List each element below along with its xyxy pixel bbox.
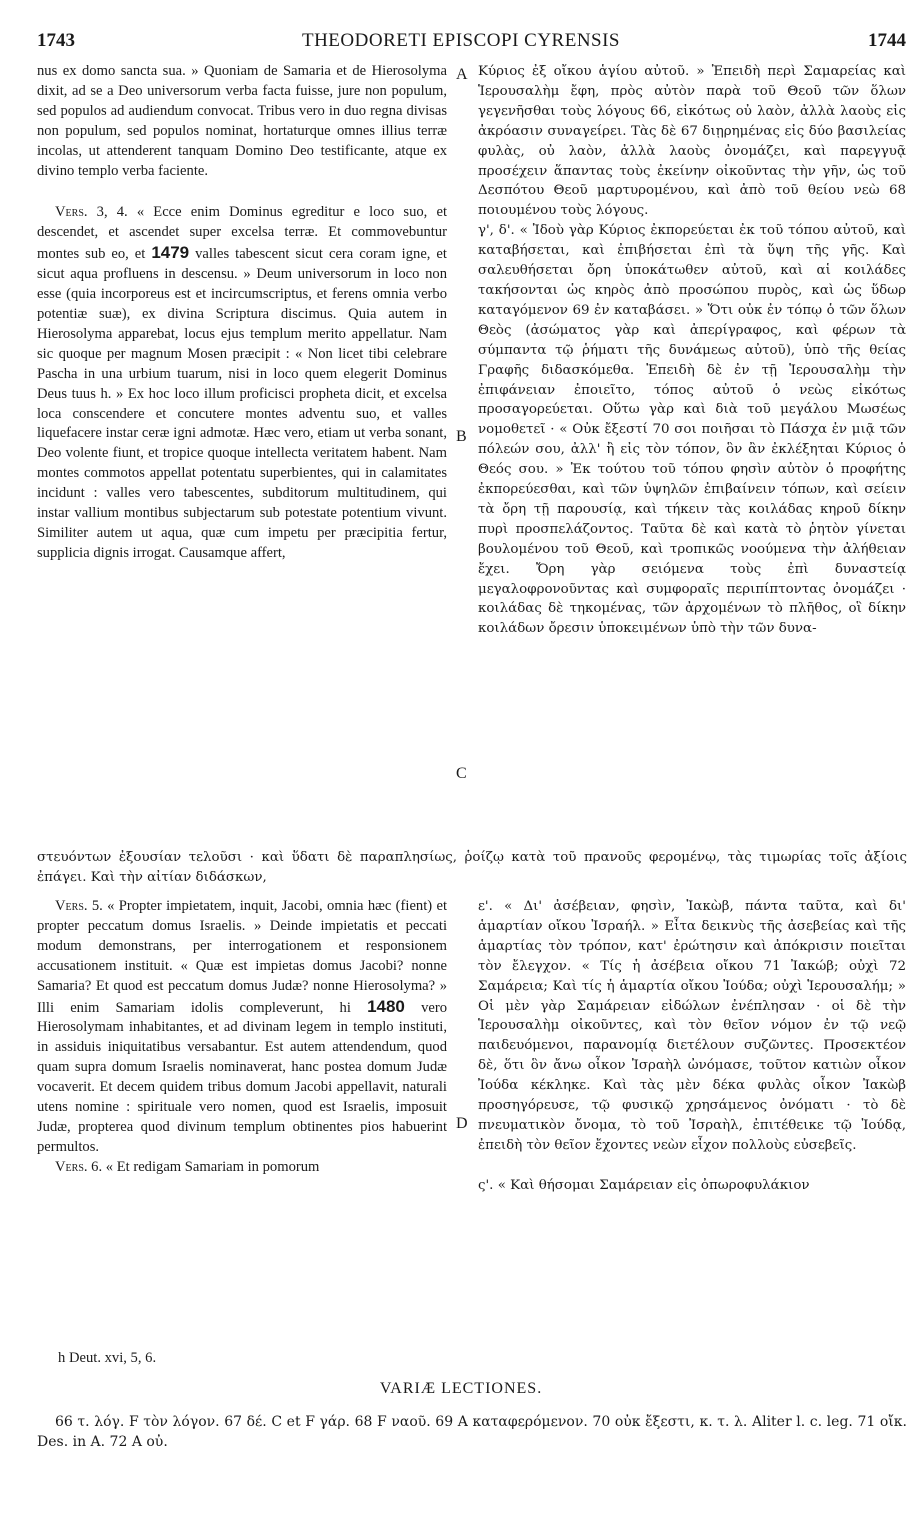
margin-mark-b: B (456, 428, 467, 445)
greek-paragraph-4: ς'. « Καὶ θήσομαι Σαμάρειαν εἰς ὀπωροφυλάκιον (478, 1177, 810, 1193)
latin-text: vero Hierosolymam inhabitantes, et ad divinam legem in templo instituti, in assiduis iniquitatibus versabantur. Est autem attendendum, quod quam supra domum Israelis nominaverat, hanc postea domum Judæ vocaverit. Et decem quidem tribus domum Jacobi appellavit, naturali utens nomine : spirituale vero nomen, quod est Israelis, imposuit Judæ, propterea quod divinum templum obtinentes pios habuerint permultos. (37, 999, 447, 1155)
greek-column-top (478, 62, 906, 639)
page-number-right: 1744 (868, 30, 906, 51)
latin-text: « Ecce enim Dominus egreditur e loco suo, et descendet, et ascendet super excelsa terræ. Et commovebuntur montes sub eo, et (37, 204, 447, 263)
greek-paragraph-3: ε'. « Δι' ἀσέβειαν, φησὶν, Ἰακὼβ, πάντα ταῦτα, καὶ δι' ἁμαρτίαν οἴκου Ἰσραήλ. » Εἶτα δεικνὺς τῆς ἀσεβείας καὶ τῆς ἁμαρτίας τὸν τρόπον, κατ' ἐρώτησιν καὶ ἀπόκρισιν ποιεῖται τὸν ἔλεγχον. « Τίς ἡ ἀσέβεια οἴκου 71 Ἰακώβ; οὐχὶ 72 Σαμάρεια; Καὶ τίς ἡ ἁμαρτία οἴκου Ἰούδα; οὐχὶ Ἱερουσαλήμ; » Οἱ μὲν γὰρ Σαμάρειαν εἰδώλων ἐνέπλησαν · οἱ δὲ τὴν Ἱερουσαλὴμ οἰκοῦντες, καὶ τὸν θεῖον νόμον ἐν τῷ νεῷ παιδευόμενοι, παρανομίᾳ διετέλουν συζῶντες. Προσεκτέον δὲ, ὅτι ὃν ἄνω οἶκον Ἰσραὴλ ὠνόμασε, τοῦτον κατιὼν οἶκον Ἰούδα κέκληκε. Καὶ τὰς μὲν δέκα φυλὰς οἶκον Ἰακὼβ προσηγόρευσε, τῷ φυσικῷ χρησάμενος ὀνόματι · τὸ δὲ πνευματικὸν ὄνομα, τὸ τοῦ Ἰσραὴλ, ἐπιτέθεικε τῷ Ἰούδᾳ, ἐπειδὴ τὸν θεῖον ἔχοντες νεὼν εἶχον πολλοὺς εὐσεβεῖς. (478, 899, 906, 1153)
latin-paragraph-3 (37, 897, 447, 1158)
variae-lectiones (37, 1412, 907, 1452)
variae-lectiones-title: VARIÆ LECTIONES. (379, 1380, 543, 1397)
column-number: 1479 (151, 243, 190, 263)
margin-mark-d: D (456, 1115, 468, 1132)
page-header (0, 30, 922, 60)
running-title: THEODORETI EPISCOPI CYRENSIS (301, 30, 621, 51)
latin-column-bottom (37, 897, 447, 1178)
greek-paragraph-1: Κύριος ἐξ οἴκου ἁγίου αὐτοῦ. » Ἐπειδὴ περὶ Σαμαρείας καὶ Ἱερουσαλὴμ ἔφη, πρὸς αὐτὸν παρὰ τοῦ Θεοῦ τῶν ὅλων γεγενῆσθαι τοὺς λόγους 66, εἰκότως οὐ λαὸν, ἀλλὰ λαοὺς εἰς ἀκρόασιν συναγείρει. Τὰς δὲ 67 διῃρημένας εἰς δύο βασιλείας φυλὰς, οὐ λαὸν, ἀλλὰ λαοὺς ὀνομάζει, καὶ παρεγγυᾷ προσέχειν ἅπαντας τοὺς ἐκείνην οἰκοῦντας τὴν γῆν, ὡς τοῦ Δεσπότου Θεοῦ μαρτυρομένου, καὶ ἀπὸ τοῦ θείου νεὼ 68 ποιουμένου τοὺς λόγους. (478, 64, 906, 219)
latin-paragraph-4 (37, 1158, 447, 1178)
verse-label: Vers. 5. (55, 898, 103, 914)
greek-bridge-fullwidth: στευόντων ἐξουσίαν τελοῦσι · καὶ ὕδατι δὲ παραπλησίως, ῥοίζῳ κατὰ τοῦ πρανοῦς φερομένῳ, τὰς τιμωρίας τοῖς ἀξίοις ἐπάγει. Καὶ τὴν αἰτίαν διδάσκων, (37, 850, 907, 885)
footnote: h Deut. xvi, 5, 6. (58, 1350, 157, 1366)
greek-column-bottom (478, 897, 906, 1196)
greek-paragraph-2: γ', δ'. « Ἰδοὺ γὰρ Κύριος ἐκπορεύεται ἐκ τοῦ τόπου αὐτοῦ, καὶ καταβήσεται, καὶ ἐπιβήσεται ἐπὶ τὰ ὕψη τῆς γῆς. Καὶ σαλευθήσεται ὄρη ὑποκάτωθεν αὐτοῦ, καὶ αἱ κοιλάδες τακήσονται ὡς κηρὸς ἀπὸ προσώπου πυρὸς, καὶ ὡς ὕδωρ καταγόμενον 69 ἐν καταβάσει. » Ὅτι οὐκ ἐν τόπῳ ὁ τῶν ὅλων Θεὸς (ἀσώματος γὰρ καὶ ἀπερίγραφος, καὶ φέρων τὰ σύμπαντα τῷ ῥήματι τῆς δυνάμεως αὐτοῦ), ὑπὸ τῆς θείας Γραφῆς διδασκόμεθα. Ἐπειδὴ δὲ ἐν τῇ Ἱερουσαλὴμ τὴν ἐπιφάνειαν ἐποιεῖτο, τόπος αὐτοῦ ὁ νεὼς εἰκότως προσαγορεύεται. Οὕτω γὰρ καὶ διὰ τοῦ μεγάλου Μωσέως νομοθετεῖ · « Οὐκ ἔξεστί 70 σοι ποιῆσαι τὸ Πάσχα ἐν μιᾷ τῶν πόλεών σου, ἀλλ' ἢ εἰς τὸν τόπον, ὃν ἂν ἐκλέξηται Κύριος ὁ Θεός σου. » Ἐκ τούτου τοῦ τόπου φησὶν αὐτὸν ὁ προφήτης ἐκπορεύεσθαι, καὶ τῶν ὑψηλῶν ἐπιβαίνειν τόπων, καὶ σείειν τὰ ὄρη τῇ παρουσίᾳ, καὶ τήκειν τὰς κοιλάδας κηροῦ δίκην πυρὶ προσπελάζοντος. Ταῦτα δὲ καὶ κατὰ τὸ ῥητὸν γίνεται βουλομένου τοῦ Θεοῦ, καὶ τροπικῶς νοούμενα τὴν ἀλήθειαν ἔχει. Ὄρη γὰρ σειόμενα τοὺς ἐπὶ δυναστείᾳ μεγαλοφρονοῦντας καὶ συμφοραῖς περιπίπτοντας ὀνομάζει · κοιλάδας δὲ τηκομένας, τῶν ἀρχομένων τὸ πλῆθος, οἳ δίκην κοιλάδων ὄρεσιν ὑποκειμένων ὑπὸ τὴν τῶν δυνα- (478, 223, 906, 637)
latin-text: valles tabescent sicut cera coram igne, et sicut aqua profluens in descensu. » Deum universorum in loco non esse (quia incorporeus est et incircumscriptus, et ferens omnia verbo potentiæ suæ), ex divina Scriptura discimus. Quia autem in Hierosolyma apparebat, locus ejus templum merito appellatur. Nam sic quoque per magnum Mosen præcipit : « Non licet tibi celebrare Pascha in una urbium tuarum, nisi in loco quem elegerit Dominus Deus tuus h. » Ex hoc loco illum proficisci propheta dicit, et excelsa loca conscendere et concutere montes adventu suo, et valles liquefacere instar ceræ igni admotæ. Hæc vero, etiam ut verba sonant, Deo volente fiunt, et tropice quoque intellecta veritatem habent. Nam montes commotos appellat potentatu superbientes, qui in calamitates incidunt : valles vero tabescentes, subditorum multitudinem, qui instar vallium montibus subjectarum sub potestate potentium vivunt. Similiter autem ut aqua, quæ cum impetu per præcipitia fertur, supplicia dignis irrogat. Causamque affert, (37, 246, 447, 561)
latin-text: « Propter impietatem, inquit, Jacobi, omnia hæc (fient) et propter peccatum domus Israelis. » Deinde impietatis et peccati modum demonstrans, per interrogationem et responsionem accusationem instituit. « Quæ est impietas domus Jacobi? nonne Samaria? Et quod est peccatum domus Judæ? nonne Hierosolyma? » Illi enim Samariam idolis compleverunt, hi (37, 898, 448, 1016)
latin-paragraph-1: nus ex domo sancta sua. » Quoniam de Samaria et de Hierosolyma dixit, ad se a Deo universorum verba facta fuisse, jure non populum, sed populos ad audiendum convocat. Tribus vero in duo regna divisas non populum, sed populos nominat, hortaturque omnes illius terræ incolas, ut attenderent tanquam Domino Deo testificante, atque ex divino templo verba faciente. (37, 63, 447, 179)
verse-label: Vers. 6. (55, 1158, 103, 1175)
margin-mark-c: C (456, 765, 467, 782)
latin-paragraph-2 (37, 203, 447, 563)
page-number-left: 1743 (37, 30, 75, 51)
column-number: 1480 (367, 996, 405, 1016)
latin-text: « Et redigam Samariam in pomorum (105, 1158, 320, 1175)
variae-text: 66 τ. λόγ. F τὸν λόγον. 67 δέ. C et F γάρ. 68 F ναοῦ. 69 A καταφερόμενον. 70 οὐκ ἔξεστι, κ. τ. λ. Aliter l. c. leg. 71 οἴκ. Des. in A. 72 A οὐ. (37, 1414, 907, 1450)
latin-column-top (37, 62, 447, 564)
verse-label: Vers. 3, 4. (55, 204, 128, 221)
margin-mark-a: A (456, 66, 468, 83)
